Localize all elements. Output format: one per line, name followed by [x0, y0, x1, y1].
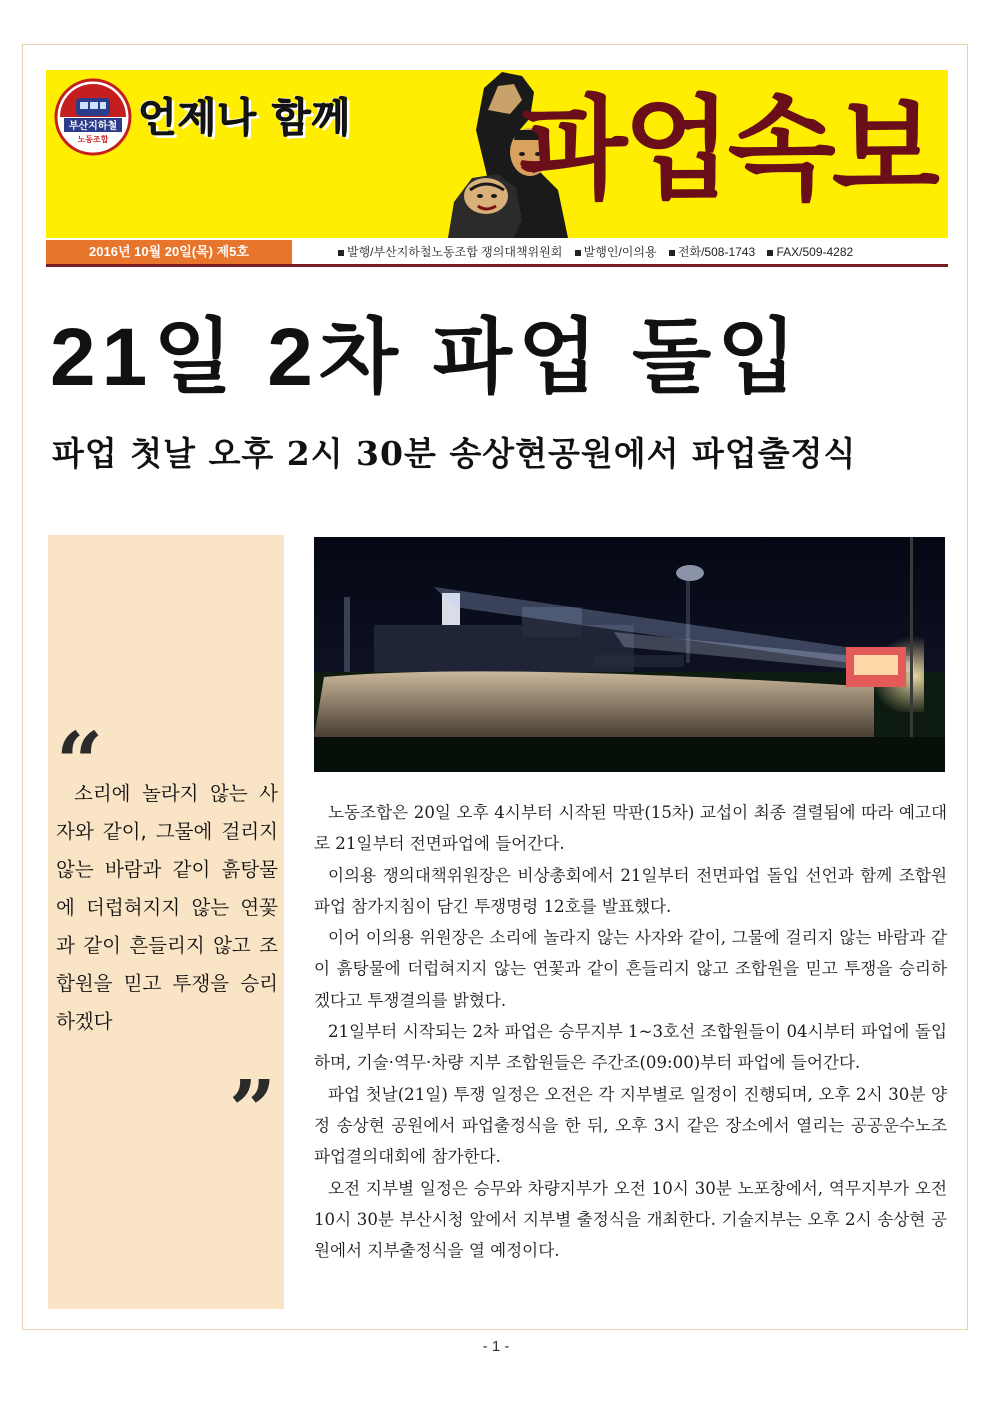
article-paragraph: 이어 이의용 위원장은 소리에 놀라지 않는 사자와 같이, 그물에 걸리지 않는 바람과 같이 흙탕물에 더럽혀지지 않는 연꽃과 같이 흔들리지 않고 조합원을 믿고 투쟁을 승리하겠다고 투쟁결의를 밝혔다. — [314, 928, 947, 1010]
article-paragraph: 이의용 쟁의대책위원장은 비상총회에서 21일부터 전면파업 돌입 선언과 함께 조합원 파업 참가지침이 담긴 투쟁명령 12호를 발표했다. — [314, 865, 947, 916]
masthead — [46, 70, 948, 238]
publisher-item: 발행인/이의용 — [575, 245, 657, 259]
square-bullet-icon — [669, 250, 675, 256]
headline: 21일 2차 파업 돌입 — [50, 312, 803, 403]
pull-quote-box — [48, 535, 284, 1309]
union-logo — [54, 78, 132, 156]
open-quote-icon: “ — [56, 715, 104, 811]
publisher-item: 전화/508-1743 — [669, 245, 755, 259]
publisher-info — [338, 243, 862, 260]
publisher-item: FAX/509-4282 — [767, 245, 853, 259]
rally-night-photo — [314, 537, 945, 772]
close-quote-icon: ” — [228, 1063, 276, 1159]
bulletin-title: 파업속보 — [519, 85, 936, 215]
page-number: - 1 - — [482, 1338, 510, 1355]
article-paragraph: 오전 지부별 일정은 승무와 차량지부가 오전 10시 30분 노포창에서, 역무지부가 오전 10시 30분 부산시청 앞에서 지부별 출정식을 개최한다. 기술지부는 오후 2시 송상현 공원에서 지부출정식을 열 예정이다. — [314, 1178, 947, 1261]
publisher-item: 발행/부산지하철노동조합 쟁의대책위원회 — [338, 245, 562, 259]
subheadline: 파업 첫날 오후 2시 30분 송상현공원에서 파업출정식 — [52, 434, 857, 473]
issue-date-number: 2016년 10월 20일(목) 제5호 — [46, 240, 292, 264]
square-bullet-icon — [767, 250, 773, 256]
rally-photo-illustration — [314, 537, 945, 772]
article-paragraph: 노동조합은 20일 오후 4시부터 시작된 막판(15차) 교섭이 최종 결렬됨에 따라 예고대로 21일부터 전면파업에 들어간다. — [314, 803, 947, 854]
info-bar — [46, 240, 948, 267]
square-bullet-icon — [338, 250, 344, 256]
pull-quote-text: 소리에 놀라지 않는 사자와 같이, 그물에 걸리지 않는 바람과 같이 흙탕물에 더럽혀지지 않는 연꽃과 같이 흔들리지 않고 조합원을 믿고 투쟁을 승리하겠다 — [56, 782, 278, 1033]
article-paragraph: 21일부터 시작되는 2차 파업은 승무지부 1~3호선 조합원들이 04시부터 파업에 돌입하며, 기술·역무·차량 지부 조합원들은 주간조(09:00)부터 파업에 들어간다. — [314, 1022, 947, 1073]
article-paragraph: 파업 첫날(21일) 투쟁 일정은 오전은 각 지부별로 일정이 진행되며, 오후 2시 30분 양정 송상현 공원에서 파업출정식을 한 뒤, 오후 3시 같은 장소에서 열리는 공공운수노조 파업결의대회에 참가한다. — [314, 1084, 947, 1167]
logo-text-bottom: 노동조합 — [77, 135, 109, 144]
logo-text-top: 부산지하철 — [68, 121, 118, 132]
slogan: 언제나 함께 — [138, 95, 352, 141]
article-body — [314, 797, 947, 1266]
square-bullet-icon — [575, 250, 581, 256]
